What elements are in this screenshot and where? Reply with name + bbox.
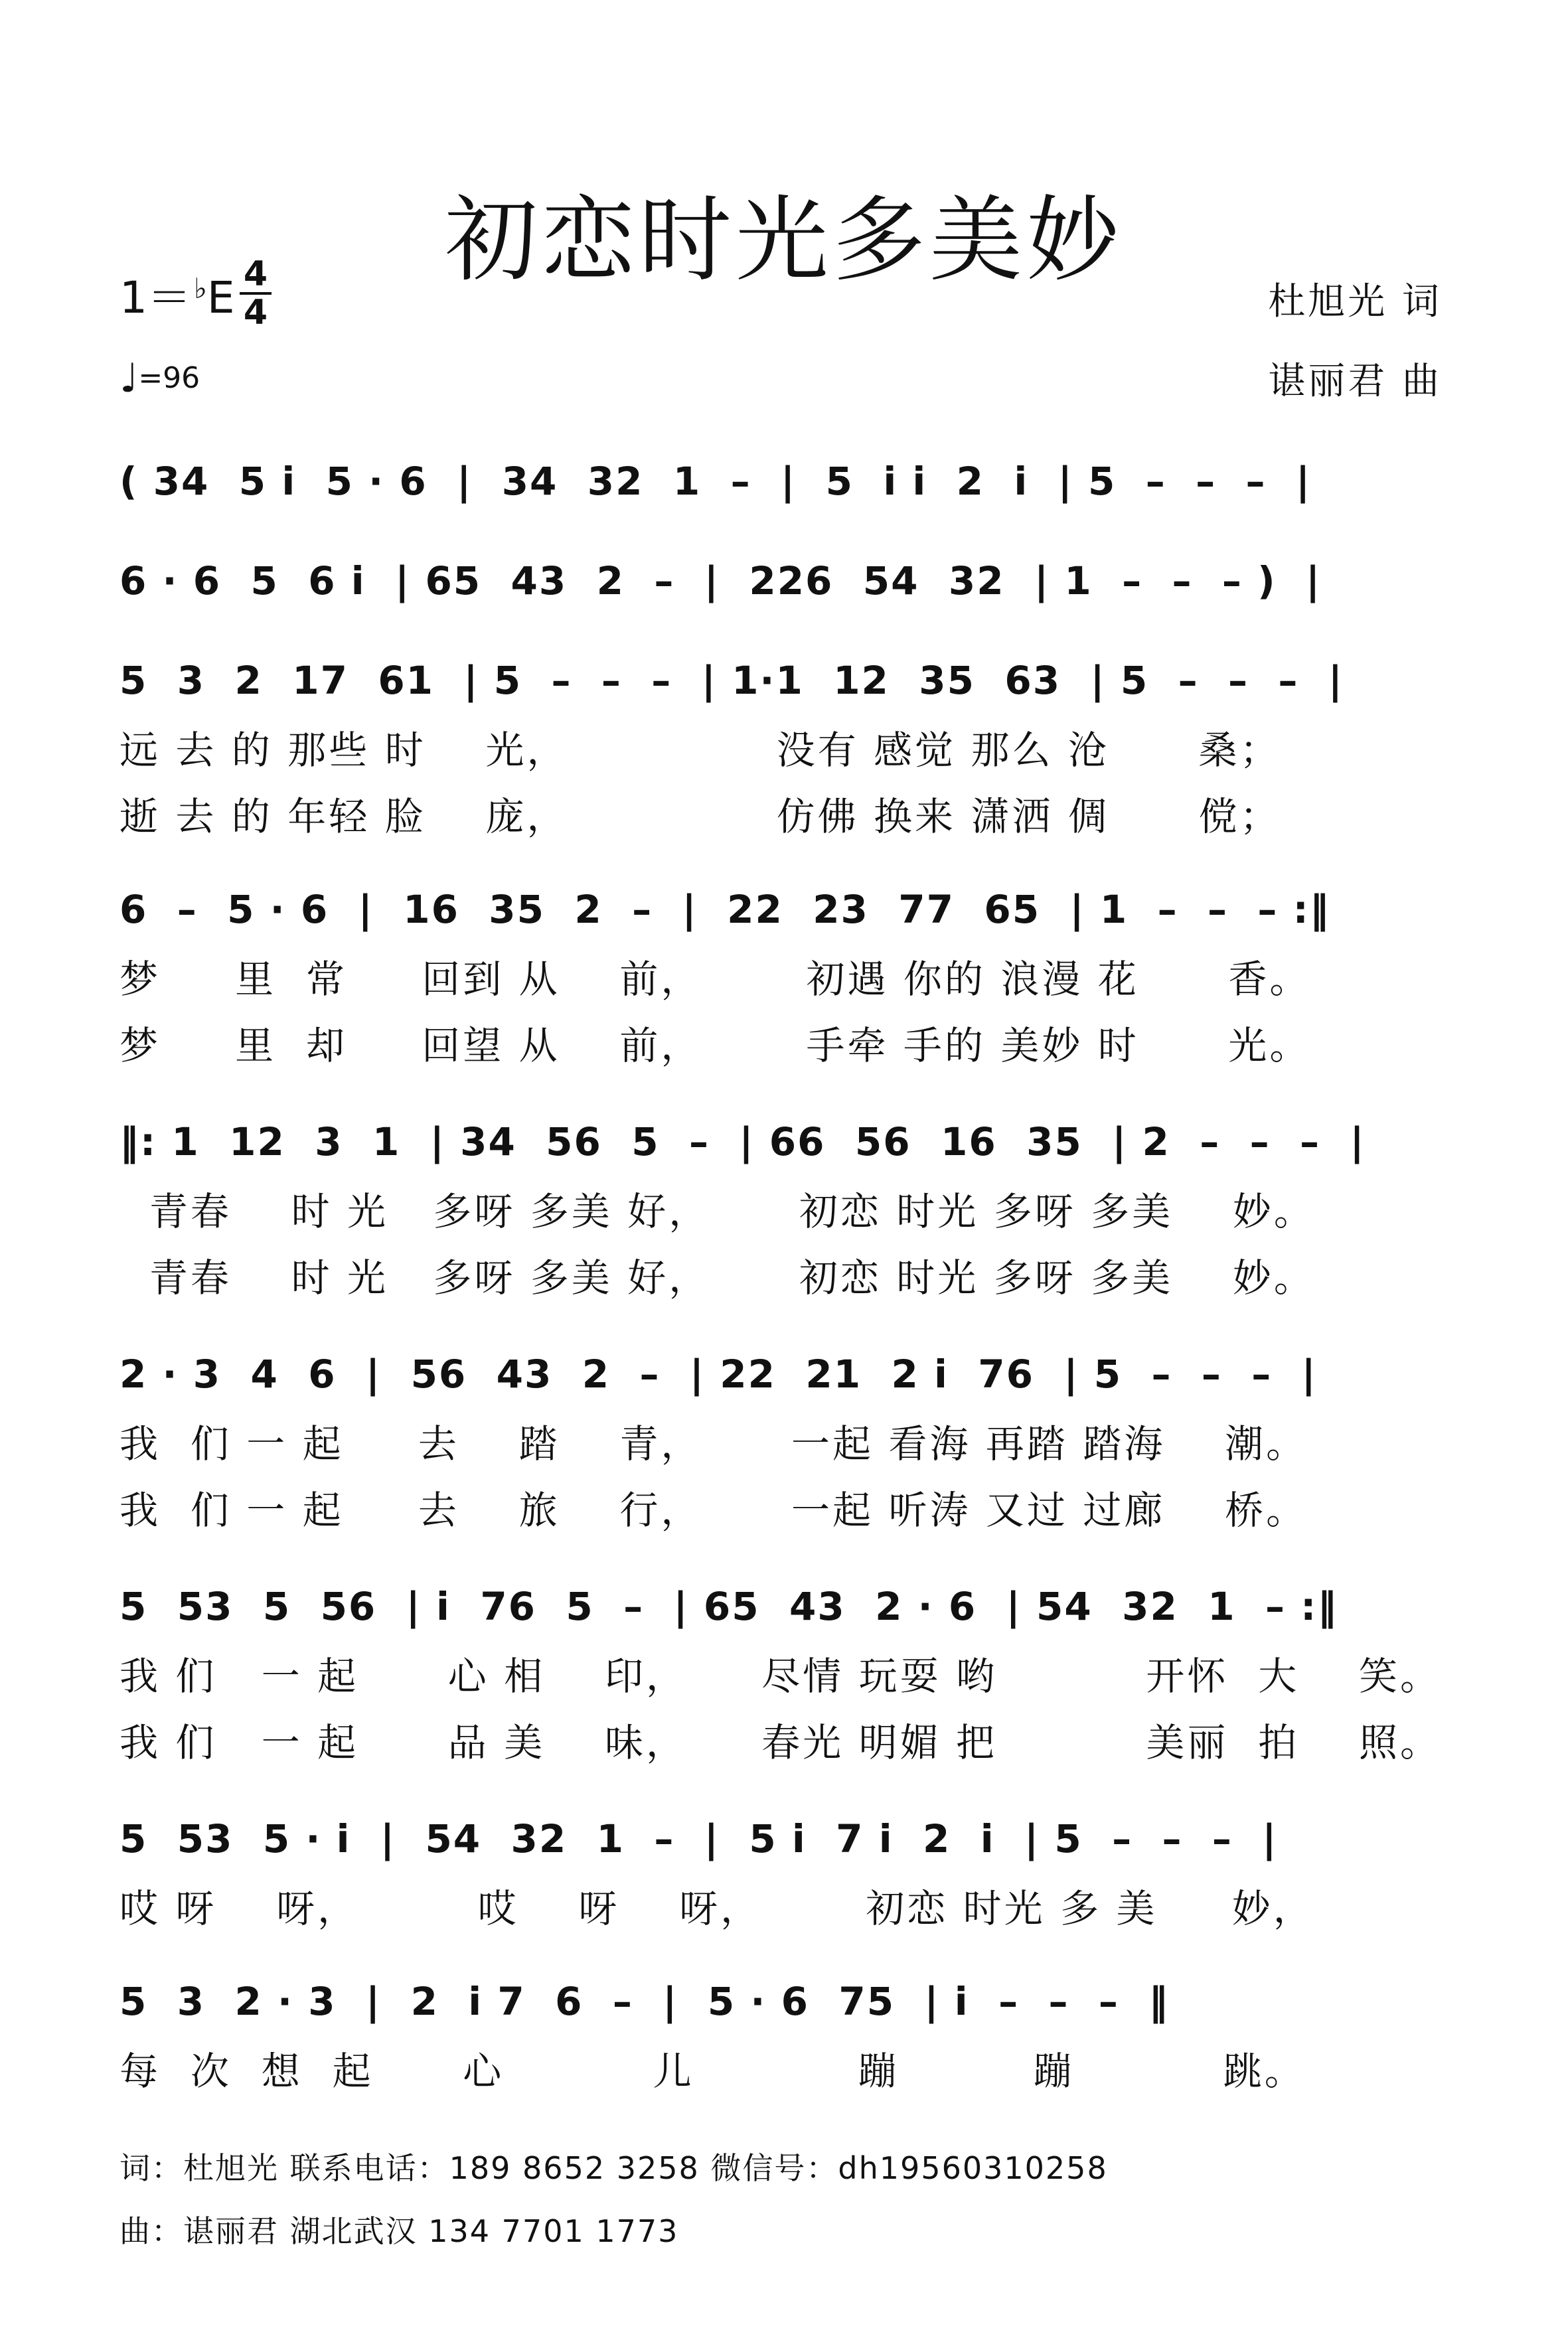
lyric-verse-2: 逝 去 的 年轻 脸 庞， 仿佛 换来 潇洒 倜 傥； (119, 794, 1281, 839)
notation-text: 5 53 5 56 | i 76 5 – | 65 43 2 · 6 | 54 32 1 – :‖ (119, 1584, 1338, 1629)
lyric-verse-1: 每 次 想 起 心 儿 蹦 蹦 跳。 (119, 2049, 1306, 2094)
key-prefix: 1＝ (119, 272, 191, 323)
composer-contact: 曲：谌丽君 湖北武汉 134 7701 1773 (119, 2213, 679, 2249)
system-6 (119, 1338, 1454, 1543)
notation-text: 6 – 5 · 6 | 16 35 2 – | 22 23 77 65 | 1 – – – :‖ (119, 887, 1330, 932)
flat-icon: ♭ (194, 272, 207, 305)
lyric-verse-1: 青春 时 光 多呀 多美 好， 初恋 时光 多呀 多美 妙。 (119, 1189, 1315, 1234)
lyric-verse-1: 梦 里 常 回到 从 前， 初遇 你的 浪漫 花 香。 (119, 957, 1311, 1002)
notation-line (119, 445, 1454, 518)
lyric-verse-1: 哎 呀 呀， 哎 呀 呀， 初恋 时光 多 美 妙， (119, 1886, 1314, 1931)
system-8 (119, 1802, 1454, 1942)
lyric-verse-2: 我 们 一 起 品 美 味， 春光 明媚 把 美丽 拍 照。 (119, 1720, 1442, 1765)
notation-text: 5 53 5 · i | 54 32 1 – | 5 i 7 i 2 i | 5 – – – | (119, 1816, 1278, 1861)
system-2 (119, 544, 1454, 617)
lyric-verse-1: 我 们 一 起 去 踏 青， 一起 看海 再踏 踏海 潮。 (119, 1421, 1308, 1466)
notation-line (119, 1105, 1454, 1178)
lyricist-credit: 杜旭光 词 (1268, 280, 1442, 323)
system-7 (119, 1570, 1454, 1776)
notation-text: 5 3 2 17 61 | 5 – – – | 1·1 12 35 63 | 5 – – – | (119, 658, 1344, 703)
lyric-verse-2: 青春 时 光 多呀 多美 好， 初恋 时光 多呀 多美 妙。 (119, 1255, 1315, 1300)
notation-line (119, 1965, 1454, 2038)
system-4 (119, 873, 1454, 1079)
notation-line (119, 1802, 1454, 1875)
notation-text: 6 · 6 5 6 i | 65 43 2 – | 226 54 32 | 1 – – – ) | (119, 558, 1322, 603)
system-3 (119, 644, 1454, 850)
lyric-verse-2: 我 们 一 起 去 旅 行， 一起 听涛 又过 过廊 桥。 (119, 1488, 1308, 1533)
system-5 (119, 1105, 1454, 1311)
key-letter: E (206, 272, 235, 323)
notation-text: ‖: 1 12 3 1 | 34 56 5 – | 66 56 16 35 | 2 – – – | (119, 1119, 1366, 1164)
time-top: 4 (243, 254, 268, 294)
composer-credit: 谌丽君 曲 (1268, 360, 1442, 403)
lyricist-contact: 词：杜旭光 联系电话：189 8652 3258 微信号：dh19560310258 (119, 2150, 1108, 2186)
song-title: 初恋时光多美妙 (444, 187, 1123, 295)
key-signature (119, 262, 235, 325)
lyric-verse-1: 远 去 的 那些 时 光， 没有 感觉 那么 沧 桑； (119, 728, 1281, 773)
notation-text: 5 3 2 · 3 | 2 i 7 6 – | 5 · 6 75 | i – – – ‖ (119, 1979, 1170, 2024)
notation-text: 2 · 3 4 6 | 56 43 2 – | 22 21 2 i 76 | 5 – – – | (119, 1352, 1317, 1397)
time-signature (236, 254, 275, 333)
notation-line (119, 544, 1454, 617)
notation-line (119, 644, 1454, 717)
system-1 (119, 445, 1454, 518)
notation-line (119, 1338, 1454, 1411)
tempo-marking (119, 355, 200, 402)
notation-text: ( 34 5 i 5 · 6 | 34 32 1 – | 5 i i 2 i | 5 – – – | (119, 459, 1312, 504)
lyric-verse-1: 我 们 一 起 心 相 印， 尽情 玩耍 哟 开怀 大 笑。 (119, 1654, 1442, 1699)
notation-line (119, 873, 1454, 946)
tempo-value: =96 (138, 361, 200, 395)
system-9 (119, 1965, 1454, 2104)
notation-line (119, 1570, 1454, 1643)
lyric-verse-2: 梦 里 却 回望 从 前， 手牵 手的 美妙 时 光。 (119, 1023, 1311, 1068)
quarter-note-icon: ♩ (119, 355, 139, 402)
time-bottom: 4 (243, 293, 268, 333)
